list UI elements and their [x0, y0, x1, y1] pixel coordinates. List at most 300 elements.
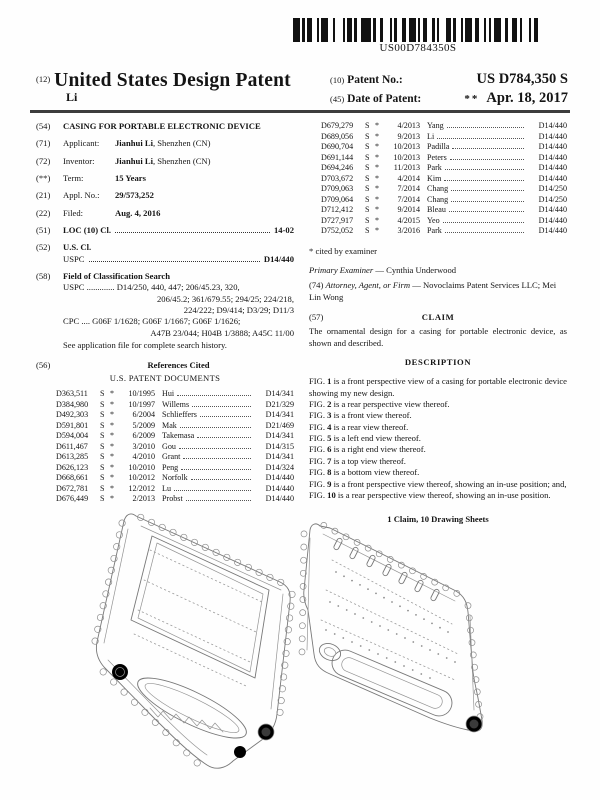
- references-table-left: [36, 389, 294, 505]
- reference-row: [321, 205, 567, 216]
- ref-number: D679,279: [321, 121, 354, 130]
- applicant-value: [115, 138, 211, 149]
- patent-date-row: [330, 90, 568, 107]
- barcode-bars-icon: [293, 18, 543, 42]
- classification-line: 206/45.2; 361/679.55; 294/25; 224/218,: [156, 293, 294, 304]
- leader-dots: [192, 406, 251, 407]
- inid-74-tag: (74): [309, 280, 324, 291]
- fig-text: is a rear perspective view thereof, showing an in-use position.: [337, 489, 551, 500]
- ref-date: 10/2012: [128, 473, 155, 483]
- ref-inventor-name: Padilla: [427, 142, 450, 152]
- drawing-sheet: [0, 502, 600, 800]
- ref-cited-star: *: [110, 431, 115, 441]
- fig-prefix: FIG.: [309, 376, 325, 387]
- ref-kind-code: S: [365, 215, 370, 225]
- ref-kind-code: S: [100, 389, 105, 399]
- inventor-surname: Li: [66, 90, 78, 104]
- ref-classification: D14/440: [538, 142, 567, 152]
- ref-inventor-name: Chang: [427, 194, 449, 204]
- ref-classification: D14/440: [538, 205, 567, 215]
- leader-dots: [450, 159, 524, 160]
- ref-kind-code: S: [100, 420, 105, 430]
- front-perspective-figure: [92, 514, 295, 768]
- field-52-us-cl: [36, 242, 294, 265]
- ref-number: D703,672: [321, 173, 354, 183]
- patent-date-text: Apr. 18, 2017: [486, 90, 568, 106]
- ref-kind-code: S: [100, 494, 105, 504]
- ref-number: D611,467: [56, 441, 88, 451]
- ref-kind-code: S: [100, 399, 105, 409]
- ref-date: 10/2013: [393, 152, 420, 162]
- ref-cited-star: *: [375, 152, 380, 162]
- document-header: [36, 70, 568, 110]
- ref-inventor-name: Peng: [162, 462, 179, 472]
- inid-22-tag: (22): [36, 207, 51, 218]
- ref-date: 3/2010: [132, 441, 155, 451]
- leader-dots: [437, 138, 524, 139]
- ref-classification: D14/440: [265, 483, 294, 493]
- attorney-label: Attorney, Agent, or Firm: [325, 280, 411, 291]
- reference-row: [321, 153, 567, 164]
- fig-text: is a bottom view thereof.: [333, 467, 420, 478]
- figure-description-line: [309, 490, 567, 501]
- ref-cited-star: *: [375, 194, 380, 204]
- leader-dots: [449, 211, 524, 212]
- uspc-search-lines: [63, 282, 294, 316]
- ref-date: 11/2013: [393, 163, 420, 173]
- ref-date: 9/2013: [397, 131, 420, 141]
- reference-row: [56, 473, 294, 484]
- ref-kind-code: S: [100, 441, 105, 451]
- fig-text: is a rear perspective view thereof.: [333, 399, 450, 410]
- bumper-scallops-right: [277, 591, 295, 715]
- ref-date: 10/2010: [128, 462, 155, 472]
- ref-classification: D14/250: [538, 184, 567, 194]
- ref-inventor-name: Hui: [162, 389, 175, 399]
- leader-dots: [183, 458, 251, 459]
- field-51-loc: [36, 225, 294, 236]
- fig-number: 2: [327, 399, 332, 410]
- reference-row: [321, 216, 567, 227]
- fig-text: is a front perspective view of a casing for portable electronic device showing my new design.: [309, 376, 567, 398]
- ref-kind-code: S: [365, 163, 370, 173]
- inventor-value: [115, 156, 211, 167]
- figure-descriptions: [309, 376, 567, 501]
- ref-kind-code: S: [365, 184, 370, 194]
- inventor-label: Inventor:: [63, 155, 95, 166]
- term-stars: **: [464, 93, 480, 105]
- reference-row: [56, 484, 294, 495]
- ref-classification: D14/440: [538, 163, 567, 173]
- ref-number: D691,144: [321, 152, 354, 162]
- classification-line: CPC .... G06F 1/1628; G06F 1/1667; G06F 1/1626;: [63, 316, 241, 327]
- cited-by-examiner-note: * cited by examiner: [309, 245, 378, 256]
- description-heading: DESCRIPTION: [404, 357, 472, 368]
- fig-number: 7: [327, 455, 332, 466]
- figure-description-line: [309, 376, 567, 399]
- fig-text: is a left end view thereof.: [333, 433, 421, 444]
- ref-cited-star: *: [110, 494, 115, 504]
- ref-date: 2/2013: [132, 494, 155, 504]
- inventor-location: , Shenzhen (CN): [152, 155, 211, 166]
- ref-date: 7/2014: [397, 194, 420, 204]
- ref-cited-star: *: [375, 131, 380, 141]
- classification-line: USPC ............. D14/250, 440, 447; 206/45.23, 320,: [63, 282, 240, 293]
- ref-classification: D21/469: [265, 420, 294, 430]
- header-right: [330, 71, 568, 109]
- ref-kind-code: S: [365, 194, 370, 204]
- ref-inventor-name: Probst: [162, 494, 183, 504]
- barcode: [293, 18, 543, 54]
- fig-prefix: FIG.: [309, 489, 325, 500]
- ref-cited-star: *: [110, 420, 115, 430]
- ref-cited-star: *: [110, 452, 115, 462]
- ref-kind-code: S: [365, 121, 370, 130]
- field-56-references: [36, 360, 294, 371]
- reference-row: [56, 442, 294, 453]
- ref-inventor-name: Lu: [162, 483, 171, 493]
- fig-prefix: FIG.: [309, 444, 325, 455]
- patent-number-label: Patent No.:: [347, 74, 403, 86]
- figure-description-line: [309, 444, 567, 455]
- rear-perspective-figure: [299, 522, 483, 732]
- reference-row: [321, 121, 567, 132]
- ref-number: D727,917: [321, 215, 354, 225]
- field-71-applicant: [36, 138, 294, 149]
- ref-cited-star: *: [110, 483, 115, 493]
- reference-row: [321, 174, 567, 185]
- bumper-scallops-left: [299, 531, 307, 655]
- fig-number: 10: [327, 489, 336, 500]
- ref-date: 5/2009: [132, 420, 155, 430]
- ref-date: 10/1995: [128, 389, 155, 399]
- ref-kind-code: S: [100, 473, 105, 483]
- ref-classification: D14/315: [265, 441, 294, 451]
- ref-kind-code: S: [100, 410, 105, 420]
- field-22-filed: [36, 208, 294, 219]
- field-54-title: [36, 121, 294, 132]
- ref-classification: D14/440: [538, 215, 567, 225]
- ref-classification: D14/324: [265, 462, 294, 472]
- term-tag: (**): [36, 173, 51, 184]
- ref-date: 9/2014: [397, 205, 420, 215]
- references-table-right: [309, 121, 567, 237]
- fig-number: 8: [327, 467, 332, 478]
- classification-line: 224/222; D9/414; D3/29; D11/3: [183, 305, 294, 316]
- uspc-label: USPC: [63, 253, 85, 264]
- figure-description-line: [309, 456, 567, 467]
- ref-classification: D21/329: [265, 399, 294, 409]
- ref-kind-code: S: [100, 431, 105, 441]
- ref-cited-star: *: [110, 441, 115, 451]
- fig-prefix: FIG.: [309, 467, 325, 478]
- leader-dots: [443, 222, 524, 223]
- ref-cited-star: *: [110, 410, 115, 420]
- fig-number: 6: [327, 444, 332, 455]
- bibliographic-columns: [36, 121, 567, 526]
- ref-cited-star: *: [375, 205, 380, 215]
- em-dash: —: [412, 280, 421, 291]
- ref-date: 6/2009: [132, 431, 155, 441]
- applicant-name: Jianhui Li: [115, 138, 153, 149]
- examiner-name: Cynthia Underwood: [386, 265, 457, 276]
- ref-classification: D14/440: [538, 121, 567, 130]
- ref-number: D668,661: [56, 473, 89, 483]
- ref-inventor-name: Takemasa: [162, 431, 195, 441]
- ref-inventor-name: Mak: [162, 420, 177, 430]
- fig-prefix: FIG.: [309, 455, 325, 466]
- right-column: [309, 121, 567, 526]
- inid-51-tag: (51): [36, 225, 51, 236]
- examiner-label: Primary Examiner: [309, 265, 374, 276]
- attorney-line: [309, 280, 567, 303]
- ref-number: D712,412: [321, 205, 354, 215]
- ref-number: D690,704: [321, 142, 354, 152]
- inid-57-tag: (57): [309, 312, 324, 323]
- ref-classification: D14/440: [538, 173, 567, 183]
- references-heading: References Cited: [147, 359, 210, 370]
- ref-classification: D14/440: [538, 152, 567, 162]
- patent-number-value: US D784,350 S: [476, 71, 568, 87]
- reference-row: [56, 431, 294, 442]
- inid-56-tag: (56): [36, 359, 51, 370]
- reference-row: [321, 226, 567, 237]
- ref-number: D613,285: [56, 452, 89, 462]
- inid-10-tag: (10): [330, 75, 345, 85]
- filed-label: Filed:: [63, 207, 84, 218]
- inid-54-tag: (54): [36, 121, 51, 131]
- ref-kind-code: S: [365, 152, 370, 162]
- leader-dots: [197, 437, 251, 438]
- ref-number: D709,063: [321, 184, 354, 194]
- ref-number: D384,980: [56, 399, 89, 409]
- leader-dots: [115, 232, 270, 233]
- ref-date: 3/2016: [397, 226, 420, 236]
- uspc-value: D14/440: [263, 253, 294, 264]
- fig-number: 3: [327, 410, 332, 421]
- figure-description-line: [309, 410, 567, 421]
- header-divider-rule: [30, 110, 570, 113]
- fig-prefix: FIG.: [309, 433, 325, 444]
- fig-number: 4: [327, 421, 332, 432]
- figure-description-line: [309, 422, 567, 433]
- ref-inventor-name: Chang: [427, 184, 449, 194]
- rivet-dots-row-2: [329, 601, 456, 663]
- ref-cited-star: *: [375, 215, 380, 225]
- filed-value: Aug. 4, 2016: [115, 207, 161, 218]
- ref-number: D676,449: [56, 494, 89, 504]
- ref-inventor-name: Li: [427, 131, 435, 141]
- inid-72-tag: (72): [36, 155, 51, 166]
- term-value: 15 Years: [115, 173, 146, 184]
- ref-date: 4/2015: [397, 215, 420, 225]
- appl-no-label: Appl. No.:: [63, 190, 100, 201]
- ref-classification: D14/341: [265, 389, 294, 399]
- fig-prefix: FIG.: [309, 478, 325, 489]
- term-label: Term:: [63, 173, 84, 184]
- fig-number: 9: [327, 478, 332, 489]
- ref-inventor-name: Norfolk: [162, 473, 188, 483]
- patent-number-row: [330, 71, 568, 88]
- leader-dots: [451, 201, 524, 202]
- ref-classification: D14/341: [265, 410, 294, 420]
- fig-text: is a rear view thereof.: [333, 421, 409, 432]
- ref-date: 10/1997: [128, 399, 155, 409]
- reference-row: [321, 195, 567, 206]
- figure-description-line: [309, 399, 567, 410]
- ref-cited-star: *: [110, 389, 115, 399]
- reference-row: [56, 389, 294, 400]
- ref-number: D752,052: [321, 226, 354, 236]
- ref-date: 4/2014: [397, 173, 420, 183]
- inid-45-tag: (45): [330, 94, 345, 104]
- claim-heading: CLAIM: [421, 312, 455, 323]
- leader-dots: [177, 395, 251, 396]
- fig-text: is a top view thereof.: [333, 455, 406, 466]
- invention-title: CASING FOR PORTABLE ELECTRONIC DEVICE: [63, 121, 261, 131]
- page-title: United States Design Patent: [54, 70, 291, 91]
- ref-classification: D14/440: [538, 131, 567, 141]
- ref-kind-code: S: [100, 462, 105, 472]
- ref-cited-star: *: [375, 173, 380, 183]
- ref-inventor-name: Park: [427, 163, 442, 173]
- ref-cited-star: *: [375, 121, 380, 130]
- us-cl-label: U.S. Cl.: [63, 242, 92, 253]
- ref-inventor-name: Park: [427, 226, 442, 236]
- kind-code-tag: (12): [36, 74, 51, 84]
- inid-58-tag: (58): [36, 271, 51, 282]
- ref-inventor-name: Kim: [427, 173, 442, 183]
- ref-number: D492,303: [56, 410, 89, 420]
- ref-inventor-name: Willems: [162, 399, 190, 409]
- ref-cited-star: *: [110, 399, 115, 409]
- reference-row: [321, 142, 567, 153]
- left-column: [36, 121, 294, 526]
- ref-inventor-name: Yang: [427, 121, 444, 130]
- field-term: [36, 173, 294, 184]
- leader-dots: [444, 180, 524, 181]
- ref-kind-code: S: [365, 131, 370, 141]
- reference-row: [56, 452, 294, 463]
- ref-inventor-name: Schlieffers: [162, 410, 197, 420]
- reference-row: [321, 184, 567, 195]
- ref-inventor-name: Yeo: [427, 215, 440, 225]
- inid-52-tag: (52): [36, 242, 51, 253]
- reference-row: [56, 463, 294, 474]
- ref-date: 6/2004: [132, 410, 155, 420]
- ref-inventor-name: Grant: [162, 452, 181, 462]
- leader-dots: [445, 169, 524, 170]
- fig-text: is a right end view thereof.: [333, 444, 426, 455]
- claim-heading-row: [309, 312, 567, 323]
- us-patent-documents-heading: U.S. PATENT DOCUMENTS: [109, 372, 221, 383]
- claim-text: The ornamental design for a casing for portable electronic device, as shown and described.: [309, 326, 567, 348]
- leader-dots: [180, 427, 251, 428]
- search-note: See application file for complete search history.: [63, 340, 227, 351]
- ref-classification: D14/440: [538, 226, 567, 236]
- ref-cited-star: *: [375, 184, 380, 194]
- ref-classification: D14/440: [265, 473, 294, 483]
- leader-dots: [445, 232, 524, 233]
- ref-classification: D14/250: [538, 194, 567, 204]
- ref-kind-code: S: [365, 205, 370, 215]
- ref-classification: D14/341: [265, 452, 294, 462]
- ref-number: D591,801: [56, 420, 89, 430]
- fig-prefix: FIG.: [309, 410, 325, 421]
- patent-date-value: [464, 90, 568, 107]
- figure-description-line: [309, 433, 567, 444]
- fig-number: 5: [327, 433, 332, 444]
- ref-kind-code: S: [365, 226, 370, 236]
- ref-kind-code: S: [100, 452, 105, 462]
- figure-description-line: [309, 467, 567, 478]
- leader-dots: [179, 448, 251, 449]
- ref-date: 7/2014: [397, 184, 420, 194]
- reference-row: [56, 421, 294, 432]
- ref-cited-star: *: [375, 163, 380, 173]
- classification-line: A47B 23/044; H04B 1/3888; A45C 11/00: [150, 327, 294, 338]
- reference-row: [56, 410, 294, 421]
- leader-dots: [89, 261, 260, 262]
- fig-prefix: FIG.: [309, 421, 325, 432]
- ref-cited-star: *: [110, 462, 115, 472]
- reference-row: [321, 132, 567, 143]
- ref-number: D363,511: [56, 389, 88, 399]
- em-dash: —: [375, 265, 384, 276]
- ref-number: D709,064: [321, 194, 354, 204]
- applicant-location: , Shenzhen (CN): [152, 138, 211, 149]
- attorney-value: Novoclaims Patent Services LLC; Mei Lin Wong: [309, 280, 557, 302]
- field-21-appl-no: [36, 190, 294, 201]
- figure-description-line: [309, 479, 567, 490]
- ref-date: 4/2013: [397, 121, 420, 130]
- appl-no-value: 29/573,252: [115, 190, 154, 201]
- ref-kind-code: S: [365, 173, 370, 183]
- leader-dots: [200, 416, 251, 417]
- ref-cited-star: *: [110, 473, 115, 483]
- rivet-dots-row-1: [335, 571, 449, 633]
- ref-number: D626,123: [56, 462, 89, 472]
- loc-label: LOC (10) Cl.: [63, 225, 111, 236]
- barcode-label: US00D784350S: [379, 42, 457, 54]
- claims-sheets-summary: 1 Claim, 10 Drawing Sheets: [387, 514, 489, 525]
- search-label: Field of Classification Search: [63, 271, 171, 282]
- ref-inventor-name: Gou: [162, 441, 176, 451]
- leader-dots: [191, 479, 251, 480]
- ref-kind-code: S: [365, 142, 370, 152]
- fig-number: 1: [327, 376, 332, 387]
- fig-prefix: FIG.: [309, 399, 325, 410]
- ref-number: D689,056: [321, 131, 354, 141]
- ref-date: 12/2012: [128, 483, 155, 493]
- cpc-search-lines: [63, 316, 294, 339]
- ref-classification: D14/440: [265, 494, 294, 504]
- ref-classification: D14/341: [265, 431, 294, 441]
- ref-inventor-name: Peters: [427, 152, 447, 162]
- leader-dots: [447, 127, 524, 128]
- ref-date: 4/2010: [132, 452, 155, 462]
- ref-cited-star: *: [375, 226, 380, 236]
- inventor-name: Jianhui Li: [115, 155, 153, 166]
- leader-dots: [451, 190, 524, 191]
- ref-date: 10/2013: [393, 142, 420, 152]
- applicant-label: Applicant:: [63, 138, 100, 149]
- loc-value: 14-02: [273, 225, 294, 236]
- ref-cited-star: *: [375, 142, 380, 152]
- ref-number: D694,246: [321, 163, 354, 173]
- fig-text: is a front view thereof.: [333, 410, 412, 421]
- patent-date-label: Date of Patent:: [347, 93, 422, 105]
